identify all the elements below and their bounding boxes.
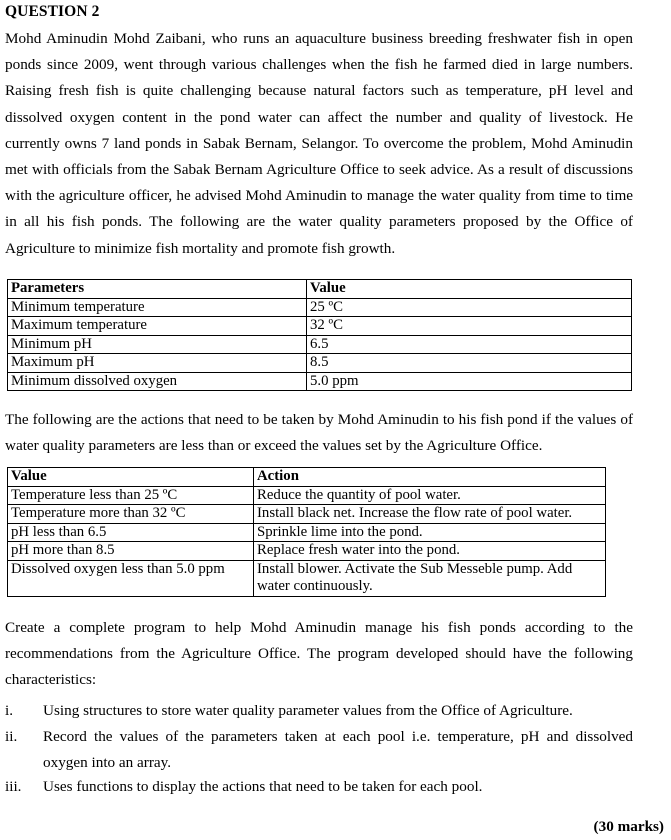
action-header: Action [254, 468, 606, 487]
task-intro-paragraph [5, 615, 633, 694]
parameter-cell: Minimum dissolved oxygen [8, 372, 307, 391]
list-item-number: iii. [5, 778, 22, 795]
parameter-cell: Minimum pH [8, 335, 307, 354]
list-item-text: Using structures to store water quality parameter values from the Office of Agriculture. [43, 702, 573, 719]
table-row [8, 486, 606, 505]
parameters-table [7, 279, 632, 391]
list-item [5, 698, 633, 724]
table-header-row [8, 468, 606, 487]
parameters-header: Parameters [8, 280, 307, 299]
parameter-cell: Minimum temperature [8, 298, 307, 317]
parameter-cell: Maximum pH [8, 354, 307, 373]
value-cell: 32 ºC [307, 317, 632, 336]
marks-label: (30 marks) [593, 818, 664, 835]
value-header: Value [8, 468, 254, 487]
actions-table [7, 467, 606, 597]
list-item [5, 724, 633, 776]
actions-intro-text: The following are the actions that need to be taken by Mohd Aminudin to his fish pond if the values of water quality parameters are less than or exceed the values set by the Agriculture Office. [5, 411, 633, 455]
value-header: Value [307, 280, 632, 299]
parameter-cell: Maximum temperature [8, 317, 307, 336]
list-item-text: Uses functions to display the actions that need to be taken for each pool. [43, 778, 483, 795]
action-cell: Install blower. Activate the Sub Messeble pump. Add water continuously. [254, 560, 606, 596]
list-item [5, 776, 633, 798]
characteristics-list [5, 698, 633, 798]
condition-cell: Temperature less than 25 ºC [8, 486, 254, 505]
table-row [8, 317, 632, 336]
table-row [8, 523, 606, 542]
table-row [8, 354, 632, 373]
table-row [8, 542, 606, 561]
actions-intro-paragraph [5, 407, 633, 459]
list-item-text: Record the values of the parameters taken at each pool i.e. temperature, pH and dissolved oxygen into an array. [43, 728, 633, 771]
question-heading: QUESTION 2 [5, 3, 100, 20]
action-cell: Sprinkle lime into the pond. [254, 523, 606, 542]
condition-cell: pH more than 8.5 [8, 542, 254, 561]
value-cell: 6.5 [307, 335, 632, 354]
intro-paragraph [5, 26, 633, 262]
value-cell: 5.0 ppm [307, 372, 632, 391]
table-header-row [8, 280, 632, 299]
table-row [8, 372, 632, 391]
action-cell: Replace fresh water into the pond. [254, 542, 606, 561]
table-row [8, 560, 606, 596]
intro-text: Mohd Aminudin Mohd Zaibani, who runs an aquaculture business breeding freshwater fish in open ponds since 2009, went through various challenges when the fish he farmed died in large numbers. Raising fresh fish is quite challenging because natural factors such as temperature, pH level and dissolved oxygen content in the pond water can affect the number and quality of livestock. He currently owns 7 land ponds in Sabak Bernam, Selangor. To overcome the problem, Mohd Aminudin met with officials from the Sabak Bernam Agriculture Office to seek advice. As a result of discussions with the agriculture officer, he advised Mohd Aminudin to manage the water quality from time to time in all his fish ponds. The following are the water quality parameters proposed by the Office of Agriculture to minimize fish mortality and promote fish growth. [5, 30, 633, 257]
list-item-number: i. [5, 702, 14, 719]
value-cell: 8.5 [307, 354, 632, 373]
condition-cell: pH less than 6.5 [8, 523, 254, 542]
action-cell: Install black net. Increase the flow rate of pool water. [254, 505, 606, 524]
action-cell: Reduce the quantity of pool water. [254, 486, 606, 505]
table-row [8, 298, 632, 317]
task-intro-text: Create a complete program to help Mohd Aminudin manage his fish ponds according to the recommendations from the Agriculture Office. The program developed should have the following characteristics: [5, 619, 633, 689]
value-cell: 25 ºC [307, 298, 632, 317]
table-row [8, 505, 606, 524]
condition-cell: Temperature more than 32 ºC [8, 505, 254, 524]
list-item-number: ii. [5, 728, 18, 745]
table-row [8, 335, 632, 354]
condition-cell: Dissolved oxygen less than 5.0 ppm [8, 560, 254, 596]
